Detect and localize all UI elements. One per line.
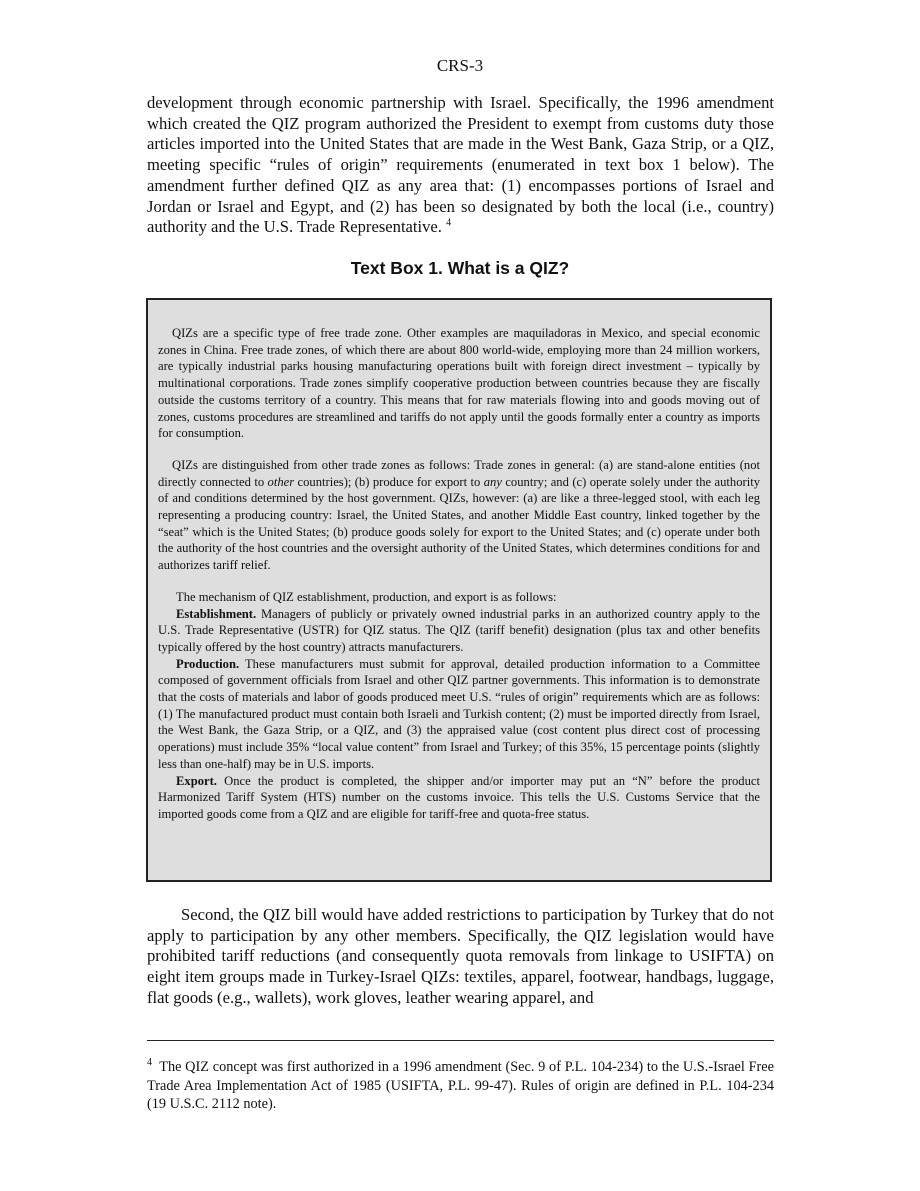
intro-paragraph: [147, 93, 774, 238]
second-paragraph-text: Second, the QIZ bill would have added restrictions to participation by Turkey that do not apply to participation by any other members. Specifically, the QIZ legislation would have prohibited tariff reductions (and consequently quota removals from linkage to USIFTA) on eight item groups made in Turkey-Israel QIZs: textiles, apparel, footwear, handbags, luggage, flat goods (e.g., wallets), work gloves, leather wearing apparel, and: [147, 905, 774, 1007]
page-number: CRS-3: [436, 56, 484, 75]
text-box-paragraph-3: [158, 589, 760, 606]
text-box-p3-text: The mechanism of QIZ establishment, production, and export is as follows:: [176, 589, 557, 604]
production-text: These manufacturers must submit for approval, detailed production information to a Committee composed of government officials from Israel and other QIZ partner governments. This information is to demonstrate that the costs of materials and labor of goods produced meet U.S. “rules of origin” requirements which are as follows: (1) The manufactured product must contain both Israeli and Turkish content; (2) must be imported directly from Israel, the West Bank, the Gaza Strip, or a QIZ, and (3) the appraised value (cost content plus direct cost of processing operations) must include 35% “local value content” from Israel and Turkey; of this 35%, 15 percentage points (slightly less than one-half) may be in U.S. imports.: [158, 656, 760, 771]
text-box-p2-emphasis-any: any: [483, 474, 502, 489]
text-box-p2-text-c: country; and (c) operate solely under the authority of and conditions determined by the host government. QIZs, however: (a) are like a three-legged stool, with each leg representing a producing country: Israel, the United States, and another Middle East country, linked together by the “seat” which is the United States; (b) produce goods solely for export to the United States; and (c) operate under both the authority of the host countries and the oversight authority of the United States, which determines conditions for and authorizes tariff relief.: [158, 474, 760, 573]
text-box-export: [158, 773, 760, 823]
establishment-label: Establishment.: [176, 606, 257, 621]
text-box-paragraph-1: [158, 325, 760, 442]
establishment-text: Managers of publicly or privately owned industrial parks in an authorized country apply to the U.S. Trade Representative (USTR) for QIZ status. The QIZ (tariff benefit) designation (plus tax and other benefits typically offered by the host country) attracts manufacturers.: [158, 606, 760, 654]
export-label: Export.: [176, 773, 217, 788]
footnote: [147, 1058, 774, 1114]
footnote-divider: [147, 1040, 774, 1041]
production-label: Production.: [176, 656, 240, 671]
text-box-p2-emphasis-other: other: [267, 474, 295, 489]
text-box-p1-text: QIZs are a specific type of free trade zone. Other examples are maquiladoras in Mexico, and special economic zones in China. Free trade zones, of which there are about 800 world-wide, employing more than 24 million workers, are typically industrial parks housing manufacturing operations built with foreign direct investment – typically by multinational corporations. Trade zones simplify cooperative production between countries because they are fiscally outside the customs territory of a country. This means that for raw materials flowing into and goods moving out of zones, customs procedures are streamlined and tariffs do not apply until the goods formally enter a country as imports for consumption.: [158, 326, 760, 441]
text-box-p2-text-a: QIZs are distinguished from other trade zones as follows: Trade zones in general: (a) are stand-alone entities (not directly connected to: [158, 457, 760, 489]
footnote-reference[interactable]: 4: [446, 217, 452, 229]
export-text: Once the product is completed, the shipper and/or importer may put an “N” before the product Harmonized Tariff System (HTS) number on the customs invoice. This tells the U.S. Customs Service that the imported goods come from a QIZ and are eligible for tariff-free and quota-free status.: [158, 773, 760, 821]
intro-text: development through economic partnership with Israel. Specifically, the 1996 amendment which created the QIZ program authorized the President to exempt from customs duty those articles imported into the United States that are made in the West Bank, Gaza Strip, or a QIZ, meeting specific “rules of origin” requirements (enumerated in text box 1 below). The amendment further defined QIZ as any area that: (1) encompasses portions of Israel and Jordan or Israel and Egypt, and (2) has been so designated by both the local (i.e., country) authority and the U.S. Trade Representative.: [147, 93, 774, 237]
text-box-paragraph-2: [158, 457, 760, 574]
second-paragraph: [147, 905, 774, 1009]
footnote-text: The QIZ concept was first authorized in a 1996 amendment (Sec. 9 of P.L. 104-234) to the U.S.-Israel Free Trade Area Implementation Act of 1985 (USIFTA, P.L. 99-47). Rules of origin are defined in P.L. 104-234 (19 U.S.C. 2112 note).: [147, 1059, 774, 1112]
footnote-number: 4: [147, 1057, 152, 1069]
text-box-p2-text-b: countries); (b) produce for export to: [294, 474, 484, 489]
text-box-title: Text Box 1. What is a QIZ?: [350, 258, 570, 278]
text-box-establishment: [158, 606, 760, 656]
text-box-production: [158, 656, 760, 773]
text-box: [146, 298, 772, 882]
